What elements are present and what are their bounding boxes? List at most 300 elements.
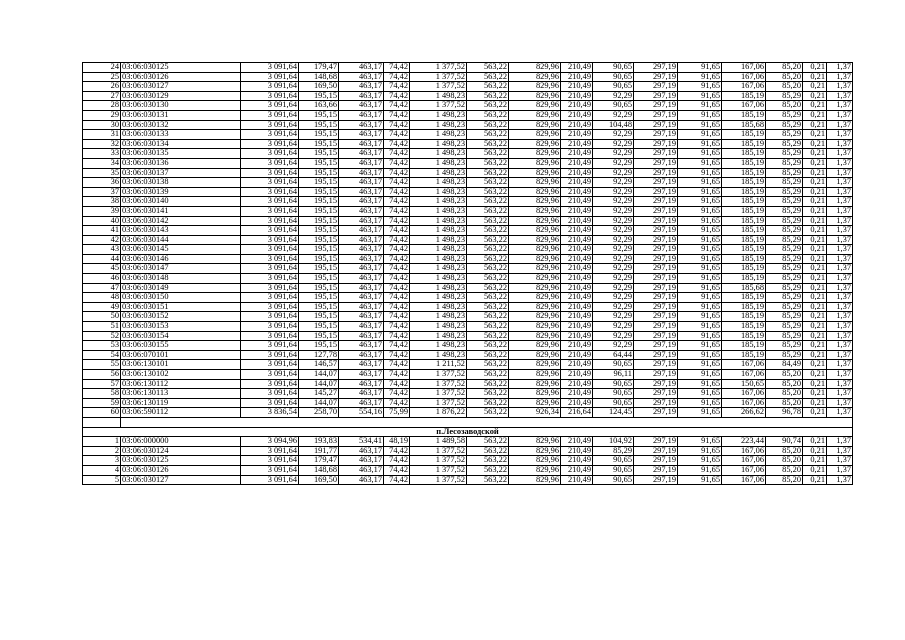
table-cell: 91,65 [678,197,722,207]
table-cell: 91,65 [678,446,722,456]
table-cell: 195,15 [299,274,339,284]
table-cell: 0,21 [803,149,827,159]
table-cell: 03:06:030127 [121,475,241,485]
table-cell: 829,96 [509,63,561,73]
table-cell: 463,17 [339,283,384,293]
table-cell: 463,17 [339,130,384,140]
table-cell: 1,37 [827,465,853,475]
table-cell: 85,20 [766,389,803,399]
table-row [83,446,853,456]
table-cell: 92,29 [593,245,634,255]
table-body-main [83,63,853,418]
table-cell: 145,27 [299,389,339,399]
table-cell: 1,37 [827,168,853,178]
table-row [83,302,853,312]
table-cell: 195,15 [299,139,339,149]
table-cell: 829,96 [509,398,561,408]
table-cell: 195,15 [299,110,339,120]
table-cell: 0,21 [803,274,827,284]
table-cell: 1,37 [827,63,853,73]
table-cell: 90,65 [593,389,634,399]
table-cell: 39 [83,206,121,216]
table-cell: 5 [83,475,121,485]
table-cell: 92,29 [593,91,634,101]
table-cell: 0,21 [803,264,827,274]
table-cell: 74,42 [384,379,410,389]
table-cell: 0,21 [803,168,827,178]
table-cell: 3 091,64 [241,293,299,303]
table-cell: 463,17 [339,465,384,475]
table-cell: 90,65 [593,398,634,408]
table-cell: 92,29 [593,264,634,274]
table-cell: 1 498,23 [410,197,467,207]
table-cell: 92,29 [593,130,634,140]
table-row [83,370,853,380]
table-cell: 90,65 [593,475,634,485]
table-cell: 185,19 [722,216,766,226]
table-cell: 1,37 [827,226,853,236]
table-cell: 1 498,23 [410,235,467,245]
table-cell: 829,96 [509,370,561,380]
table-cell: 0,21 [803,350,827,360]
table-cell: 297,19 [634,293,678,303]
table-cell: 185,19 [722,302,766,312]
table-cell: 463,17 [339,178,384,188]
table-cell: 1,37 [827,139,853,149]
table-cell: 185,19 [722,178,766,188]
table-cell: 210,49 [561,158,593,168]
section-title: п.Лесозаводской [83,427,853,437]
table-cell: 3 091,64 [241,341,299,351]
table-cell: 03:06:030144 [121,235,241,245]
table-row [83,379,853,389]
table-cell: 0,21 [803,197,827,207]
section-header-row [83,427,853,437]
table-cell: 43 [83,245,121,255]
table-cell: 210,49 [561,283,593,293]
blank-cell [121,417,853,427]
table-cell: 74,42 [384,63,410,73]
table-cell: 3 091,64 [241,350,299,360]
table-cell: 3 091,64 [241,178,299,188]
table-cell: 829,96 [509,245,561,255]
table-cell: 85,20 [766,72,803,82]
table-cell: 03:06:030148 [121,274,241,284]
table-cell: 195,15 [299,187,339,197]
table-cell: 1 377,52 [410,379,467,389]
table-cell: 829,96 [509,456,561,466]
table-cell: 563,22 [467,446,509,456]
table-cell: 297,19 [634,465,678,475]
table-row [83,350,853,360]
table-cell: 0,21 [803,283,827,293]
table-cell: 297,19 [634,139,678,149]
table-cell: 185,19 [722,139,766,149]
table-cell: 167,06 [722,456,766,466]
table-cell: 210,49 [561,245,593,255]
table-cell: 1,37 [827,245,853,255]
table-cell: 91,65 [678,475,722,485]
table-cell: 829,96 [509,437,561,447]
table-cell: 463,17 [339,264,384,274]
table-cell: 195,15 [299,312,339,322]
table-cell: 297,19 [634,120,678,130]
table-cell: 91,65 [678,187,722,197]
table-cell: 03:06:030141 [121,206,241,216]
table-cell: 1 498,23 [410,254,467,264]
table-cell: 03:06:030126 [121,72,241,82]
table-cell: 1,37 [827,216,853,226]
table-row [83,206,853,216]
table-cell: 297,19 [634,389,678,399]
table-cell: 563,22 [467,456,509,466]
table-cell: 195,15 [299,178,339,188]
table-cell: 03:06:030137 [121,168,241,178]
table-cell: 195,15 [299,149,339,159]
table-cell: 91,65 [678,110,722,120]
table-cell: 829,96 [509,379,561,389]
table-cell: 191,77 [299,446,339,456]
table-cell: 31 [83,130,121,140]
table-cell: 195,15 [299,168,339,178]
table-cell: 829,96 [509,254,561,264]
table-cell: 297,19 [634,101,678,111]
table-cell: 829,96 [509,293,561,303]
table-cell: 3 091,64 [241,283,299,293]
table-cell: 1 377,52 [410,398,467,408]
table-cell: 85,20 [766,370,803,380]
table-cell: 1,37 [827,274,853,284]
table-row [83,389,853,399]
table-cell: 1 498,23 [410,158,467,168]
table-cell: 127,78 [299,350,339,360]
table-cell: 91,65 [678,63,722,73]
table-cell: 297,19 [634,475,678,485]
table-cell: 0,21 [803,72,827,82]
table-cell: 829,96 [509,197,561,207]
table-row [83,63,853,73]
table-cell: 1,37 [827,82,853,92]
table-cell: 85,29 [766,178,803,188]
table-cell: 210,49 [561,264,593,274]
table-cell: 91,65 [678,331,722,341]
table-cell: 92,29 [593,331,634,341]
table-cell: 91,65 [678,264,722,274]
table-cell: 1 377,52 [410,72,467,82]
table-cell: 829,96 [509,120,561,130]
table-cell: 1,37 [827,302,853,312]
table-cell: 210,49 [561,187,593,197]
table-cell: 297,19 [634,437,678,447]
table-cell: 297,19 [634,187,678,197]
table-cell: 195,15 [299,331,339,341]
table-cell: 1,37 [827,254,853,264]
table-cell: 74,42 [384,254,410,264]
table-cell: 0,21 [803,101,827,111]
table-cell: 1 498,23 [410,120,467,130]
table-cell: 297,19 [634,226,678,236]
table-cell: 829,96 [509,110,561,120]
table-cell: 297,19 [634,331,678,341]
table-cell: 03:06:030140 [121,197,241,207]
table-cell: 1,37 [827,293,853,303]
table-cell: 563,22 [467,379,509,389]
table-cell: 297,19 [634,82,678,92]
table-cell: 74,42 [384,322,410,332]
table-cell: 829,96 [509,178,561,188]
table-cell: 829,96 [509,283,561,293]
table-cell: 85,29 [766,120,803,130]
table-cell: 57 [83,379,121,389]
table-cell: 563,22 [467,389,509,399]
table-cell: 185,19 [722,254,766,264]
table-cell: 92,29 [593,216,634,226]
table-cell: 563,22 [467,235,509,245]
table-cell: 91,65 [678,341,722,351]
table-cell: 85,20 [766,446,803,456]
table-cell: 92,29 [593,178,634,188]
table-cell: 42 [83,235,121,245]
table-cell: 3 091,64 [241,168,299,178]
table-cell: 297,19 [634,149,678,159]
table-cell: 03:06:130102 [121,370,241,380]
table-row [83,437,853,447]
table-row [83,408,853,418]
table-cell: 1 498,23 [410,130,467,140]
table-cell: 74,42 [384,101,410,111]
table-cell: 1 498,23 [410,293,467,303]
table-cell: 167,06 [722,370,766,380]
table-cell: 195,15 [299,197,339,207]
table-cell: 1,37 [827,370,853,380]
table-cell: 3 836,54 [241,408,299,418]
table-cell: 0,21 [803,475,827,485]
table-cell: 185,19 [722,235,766,245]
table-cell: 1,37 [827,197,853,207]
table-cell: 85,29 [766,264,803,274]
table-cell: 297,19 [634,235,678,245]
table-cell: 85,29 [766,91,803,101]
table-cell: 3 094,96 [241,437,299,447]
table-cell: 91,65 [678,254,722,264]
table-cell: 1 211,52 [410,360,467,370]
table-cell: 85,29 [766,302,803,312]
table-cell: 829,96 [509,360,561,370]
table-cell: 91,65 [678,360,722,370]
blank-cell [83,417,121,427]
table-cell: 1,37 [827,341,853,351]
table-cell: 85,29 [766,139,803,149]
table-cell: 563,22 [467,312,509,322]
table-cell: 1 498,23 [410,322,467,332]
table-cell: 297,19 [634,178,678,188]
table-cell: 85,29 [766,206,803,216]
table-cell: 85,20 [766,465,803,475]
table-cell: 90,65 [593,72,634,82]
table-cell: 179,47 [299,63,339,73]
table-cell: 463,17 [339,235,384,245]
table-cell: 195,15 [299,254,339,264]
table-cell: 210,49 [561,101,593,111]
table-cell: 74,42 [384,312,410,322]
table-cell: 144,07 [299,370,339,380]
table-cell: 1,37 [827,408,853,418]
table-cell: 74,42 [384,283,410,293]
table-cell: 92,29 [593,158,634,168]
table-cell: 297,19 [634,63,678,73]
table-cell: 297,19 [634,264,678,274]
table-cell: 167,06 [722,446,766,456]
table-cell: 03:06:030147 [121,264,241,274]
table-cell: 0,21 [803,139,827,149]
table-cell: 1,37 [827,91,853,101]
table-cell: 3 091,64 [241,475,299,485]
table-cell: 0,21 [803,465,827,475]
table-cell: 74,42 [384,139,410,149]
table-cell: 91,65 [678,408,722,418]
table-cell: 3 091,64 [241,322,299,332]
table-cell: 3 091,64 [241,226,299,236]
table-row [83,226,853,236]
table-cell: 463,17 [339,91,384,101]
table-cell: 85,29 [766,245,803,255]
table-cell: 50 [83,312,121,322]
table-cell: 210,49 [561,398,593,408]
table-row [83,274,853,284]
table-cell: 563,22 [467,465,509,475]
table-cell: 829,96 [509,302,561,312]
table-cell: 563,22 [467,149,509,159]
table-cell: 30 [83,120,121,130]
table-cell: 85,29 [766,331,803,341]
table-cell: 3 091,64 [241,216,299,226]
table-cell: 297,19 [634,245,678,255]
table-cell: 266,62 [722,408,766,418]
table-cell: 85,20 [766,82,803,92]
table-cell: 92,29 [593,187,634,197]
table-cell: 297,19 [634,379,678,389]
table-cell: 1 377,52 [410,82,467,92]
table-row [83,398,853,408]
table-cell: 185,19 [722,312,766,322]
table-cell: 51 [83,322,121,332]
table-cell: 463,17 [339,446,384,456]
table-cell: 1 [83,437,121,447]
table-cell: 463,17 [339,456,384,466]
table-cell: 85,29 [766,293,803,303]
table-cell: 210,49 [561,293,593,303]
table-cell: 185,19 [722,158,766,168]
table-cell: 297,19 [634,408,678,418]
table-cell: 91,65 [678,456,722,466]
table-cell: 563,22 [467,197,509,207]
table-cell: 563,22 [467,322,509,332]
table-cell: 195,15 [299,283,339,293]
table-cell: 463,17 [339,475,384,485]
table-cell: 03:06:030143 [121,226,241,236]
table-cell: 167,06 [722,389,766,399]
table-cell: 463,17 [339,226,384,236]
table-cell: 1 377,52 [410,465,467,475]
table-cell: 210,49 [561,63,593,73]
table-row [83,72,853,82]
table-cell: 563,22 [467,437,509,447]
table-cell: 195,15 [299,226,339,236]
table-cell: 40 [83,216,121,226]
table-cell: 91,65 [678,379,722,389]
table-cell: 297,19 [634,360,678,370]
table-cell: 0,21 [803,226,827,236]
table-cell: 74,42 [384,341,410,351]
table-cell: 0,21 [803,360,827,370]
table-cell: 28 [83,101,121,111]
table-cell: 463,17 [339,379,384,389]
table-cell: 92,29 [593,149,634,159]
table-cell: 3 091,64 [241,398,299,408]
table-cell: 463,17 [339,216,384,226]
table-cell: 92,29 [593,341,634,351]
table-cell: 297,19 [634,341,678,351]
table-cell: 563,22 [467,216,509,226]
table-cell: 74,42 [384,187,410,197]
table-cell: 463,17 [339,101,384,111]
table-cell: 210,49 [561,82,593,92]
table-cell: 03:06:030150 [121,293,241,303]
table-cell: 92,29 [593,197,634,207]
table-cell: 195,15 [299,235,339,245]
table-row [83,254,853,264]
table-cell: 210,49 [561,235,593,245]
table-row [83,197,853,207]
table-cell: 85,29 [766,216,803,226]
table-cell: 563,22 [467,254,509,264]
table-row [83,178,853,188]
table-cell: 91,65 [678,120,722,130]
table-row [83,139,853,149]
table-cell: 563,22 [467,408,509,418]
table-cell: 85,29 [766,322,803,332]
table-cell: 210,49 [561,302,593,312]
table-cell: 1,37 [827,130,853,140]
table-cell: 210,49 [561,206,593,216]
table-cell: 29 [83,110,121,120]
table-cell: 297,19 [634,168,678,178]
table-cell: 144,07 [299,379,339,389]
table-cell: 3 091,64 [241,254,299,264]
table-cell: 210,49 [561,370,593,380]
table-cell: 91,65 [678,235,722,245]
table-cell: 1 498,23 [410,110,467,120]
table-cell: 297,19 [634,158,678,168]
table-cell: 74,42 [384,72,410,82]
table-cell: 185,19 [722,274,766,284]
table-cell: 85,29 [766,158,803,168]
table-cell: 85,29 [766,341,803,351]
table-cell: 1 377,52 [410,101,467,111]
table-cell: 0,21 [803,398,827,408]
table-cell: 96,11 [593,370,634,380]
table-cell: 74,42 [384,120,410,130]
table-cell: 91,65 [678,302,722,312]
table-cell: 91,65 [678,206,722,216]
table-cell: 1 377,52 [410,370,467,380]
table-cell: 185,19 [722,322,766,332]
table-cell: 124,45 [593,408,634,418]
table-cell: 1,37 [827,72,853,82]
table-cell: 1 498,23 [410,341,467,351]
table-cell: 0,21 [803,91,827,101]
table-cell: 74,42 [384,149,410,159]
